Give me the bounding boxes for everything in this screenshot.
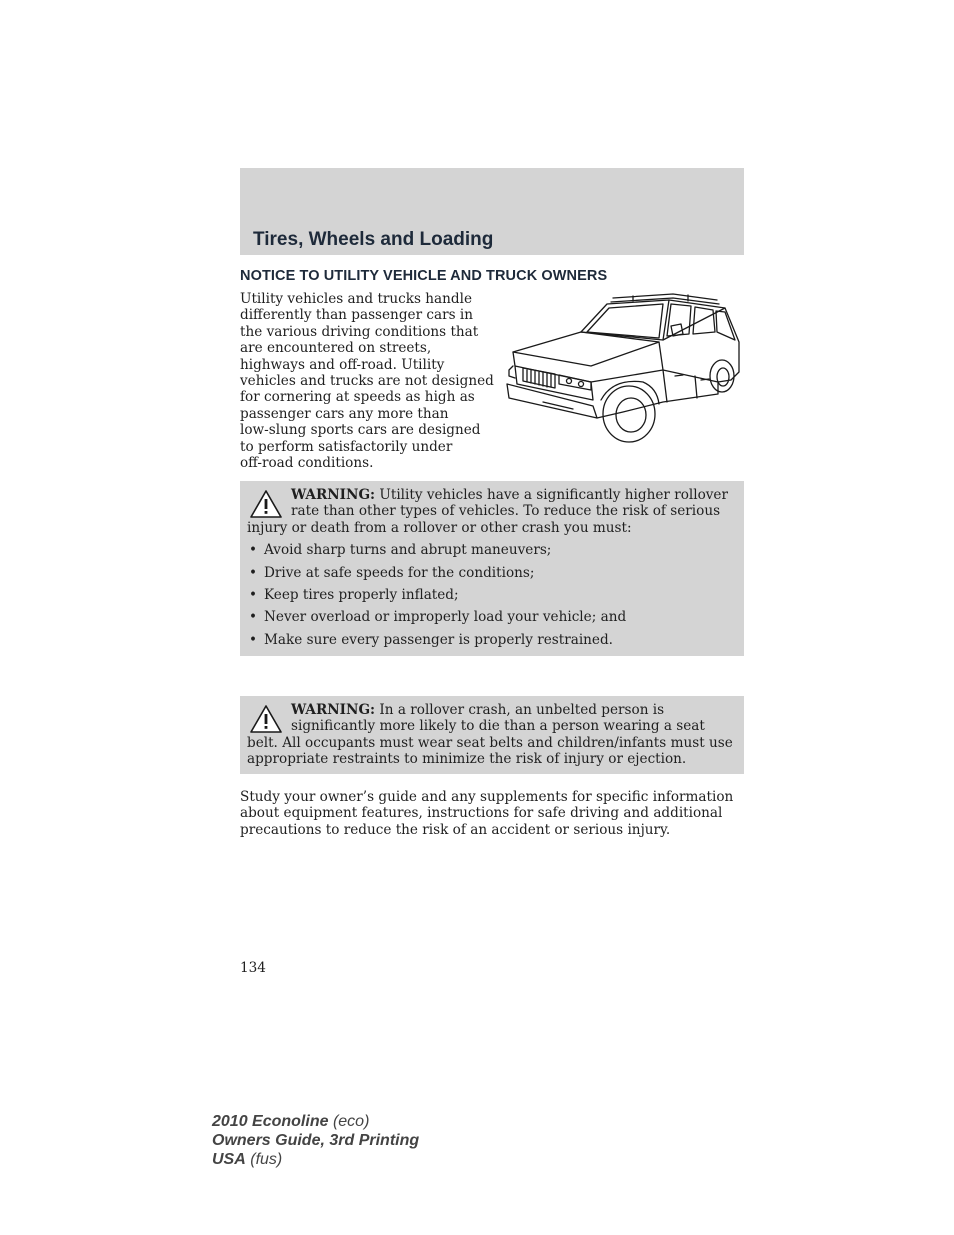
list-item-text: Avoid sharp turns and abrupt maneuvers; [264, 542, 552, 559]
utility-vehicle-illustration [503, 290, 743, 446]
warning-body: Utility vehicles have a significantly higher rollover rate than other types of vehicles. To reduce the risk of serious injury or death from a rollover or other crash you must: [247, 487, 728, 536]
footer-line-market [212, 1150, 419, 1169]
seatbelt-warning-box [240, 696, 744, 774]
warning-text [247, 702, 734, 768]
footer-model: 2010 Econoline [212, 1113, 329, 1130]
rollover-warning-box [240, 481, 744, 656]
bullet-glyph: • [249, 542, 258, 559]
subheading: NOTICE TO UTILITY VEHICLE AND TRUCK OWNERS [240, 268, 608, 284]
section-header [240, 168, 744, 255]
intro-paragraph: Utility vehicles and trucks handle differently than passenger cars in the various driving conditions that are encountered on streets, highways and off-road. Utility vehicles and trucks are not designed for cornering at speeds as high as passenger cars any more than low-slung sports cars are designed to perform satisfactorily under off-road conditions. [240, 291, 494, 472]
list-item-text: Make sure every passenger is properly restrained. [264, 631, 613, 648]
list-item [247, 632, 734, 648]
footer-line-model [212, 1112, 419, 1131]
warning-triangle-icon [249, 489, 283, 519]
list-item [247, 565, 734, 581]
footer-line-guide [212, 1131, 419, 1150]
warning-label: WARNING: [291, 487, 376, 503]
list-item [247, 542, 734, 558]
footer-market-code: (fus) [250, 1151, 283, 1168]
warning-body: In a rollover crash, an unbelted person is significantly more likely to die than a person wearing a seat belt. All occupants must wear seat belts and children/infants must use appropriate restraints to minimize the risk of injury or ejection. [247, 702, 733, 768]
list-item-text: Never overload or improperly load your vehicle; and [264, 609, 627, 626]
warning-text [247, 487, 734, 536]
footer-guide: Owners Guide, 3rd Printing [212, 1132, 420, 1149]
warning-label: WARNING: [291, 702, 376, 718]
safety-list [247, 542, 734, 648]
bullet-glyph: • [249, 564, 258, 581]
warning-triangle-icon [249, 704, 283, 734]
list-item-text: Drive at safe speeds for the conditions; [264, 564, 535, 581]
bullet-glyph: • [249, 631, 258, 648]
bullet-glyph: • [249, 587, 258, 604]
bullet-glyph: • [249, 609, 258, 626]
list-item-text: Keep tires properly inflated; [264, 587, 459, 604]
page-number: 134 [240, 960, 266, 976]
list-item [247, 587, 734, 603]
footer-market: USA [212, 1151, 246, 1168]
list-item [247, 609, 734, 625]
footer-model-code: (eco) [332, 1113, 370, 1130]
study-paragraph: Study your owner’s guide and any supplements for specific information about equipment features, instructions for safe driving and additional precautions to reduce the risk of an accident or serious injury. [240, 789, 734, 838]
document-footer [212, 1112, 419, 1169]
section-title: Tires, Wheels and Loading [253, 229, 494, 250]
